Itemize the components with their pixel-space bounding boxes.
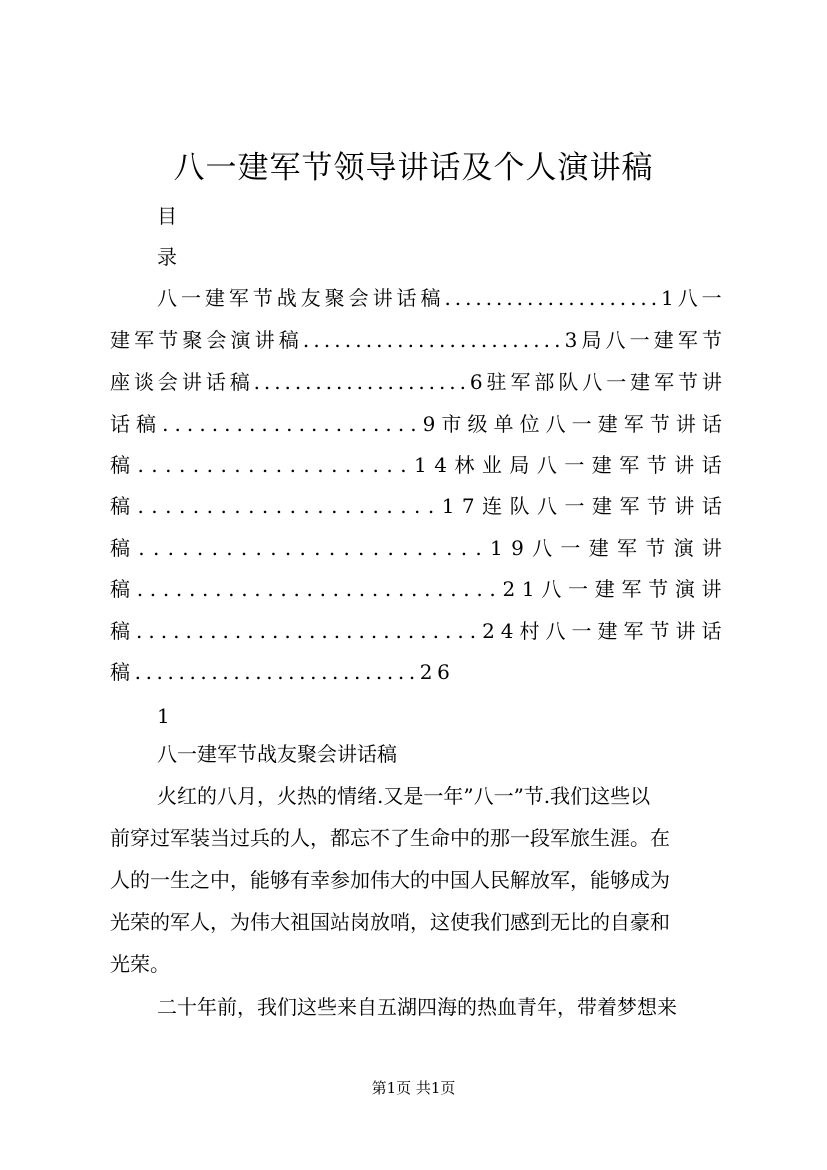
toc-heading-lu: 录 — [157, 245, 177, 269]
toc-line: 八 一 建 军 节 战 友 聚 会 讲 话 稿 . . . . . . . . . . . . . . . . . . . . . 1 八 一 — [157, 286, 722, 310]
body-line: 二十年前，我们这些来自五湖四海的热血青年，带着梦想来 — [157, 995, 677, 1019]
toc-line: 稿 . . . . . . . . . . . . . . . . . . . . . . . . . . . . 2 4 村 八 一 建 军 节 讲 话 — [110, 619, 722, 643]
toc-heading-mu: 目 — [157, 204, 177, 228]
body-line: 火红的八月，火热的情绪.又是一年”八一”节.我们这些以 — [157, 784, 651, 808]
page-footer: 第1页 共1页 — [371, 1079, 456, 1097]
document-title: 八一建军节领导讲话及个人演讲稿 — [173, 150, 654, 186]
body-line: 前穿过军装当过兵的人，都忘不了生命中的那一段军旅生涯。在 — [110, 826, 670, 850]
body-line: 光荣。 — [110, 952, 170, 976]
toc-line: 稿 . . . . . . . . . . . . . . . . . . . . . . . . . . . . 2 1 八 一 建 军 节 演 讲 — [110, 577, 722, 601]
toc-line: 话 稿 . . . . . . . . . . . . . . . . . . . . . 9 市 级 单 位 八 一 建 军 节 讲 话 — [110, 412, 722, 436]
body-line: 人的一生之中，能够有幸参加伟大的中国人民解放军，能够成为 — [110, 868, 670, 892]
toc-line: 稿 . . . . . . . . . . . . . . . . . . . . 1 4 林 业 局 八 一 建 军 节 讲 话 — [110, 453, 722, 477]
toc-line: 稿 . . . . . . . . . . . . . . . . . . . . . . . . . . 2 6 — [110, 660, 450, 684]
page-marker: 1 — [157, 704, 170, 728]
toc-line: 座 谈 会 讲 话 稿 . . . . . . . . . . . . . . . . . . . . . 6 驻 军 部 队 八 一 建 军 节 讲 — [110, 370, 722, 394]
toc-line: 稿 . . . . . . . . . . . . . . . . . . . . . . . . 1 9 八 一 建 军 节 演 讲 — [110, 536, 722, 560]
body-line: 光荣的军人，为伟大祖国站岗放哨，这使我们感到无比的自豪和 — [110, 910, 670, 934]
toc-line: 建 军 节 聚 会 演 讲 稿 . . . . . . . . . . . . . . . . . . . . . . . . . 3 局 八 一 建 军 节 — [110, 328, 722, 352]
toc-line: 稿 . . . . . . . . . . . . . . . . . . . . . . 1 7 连 队 八 一 建 军 节 讲 话 — [110, 494, 722, 518]
section-heading: 八一建军节战友聚会讲话稿 — [157, 742, 397, 766]
